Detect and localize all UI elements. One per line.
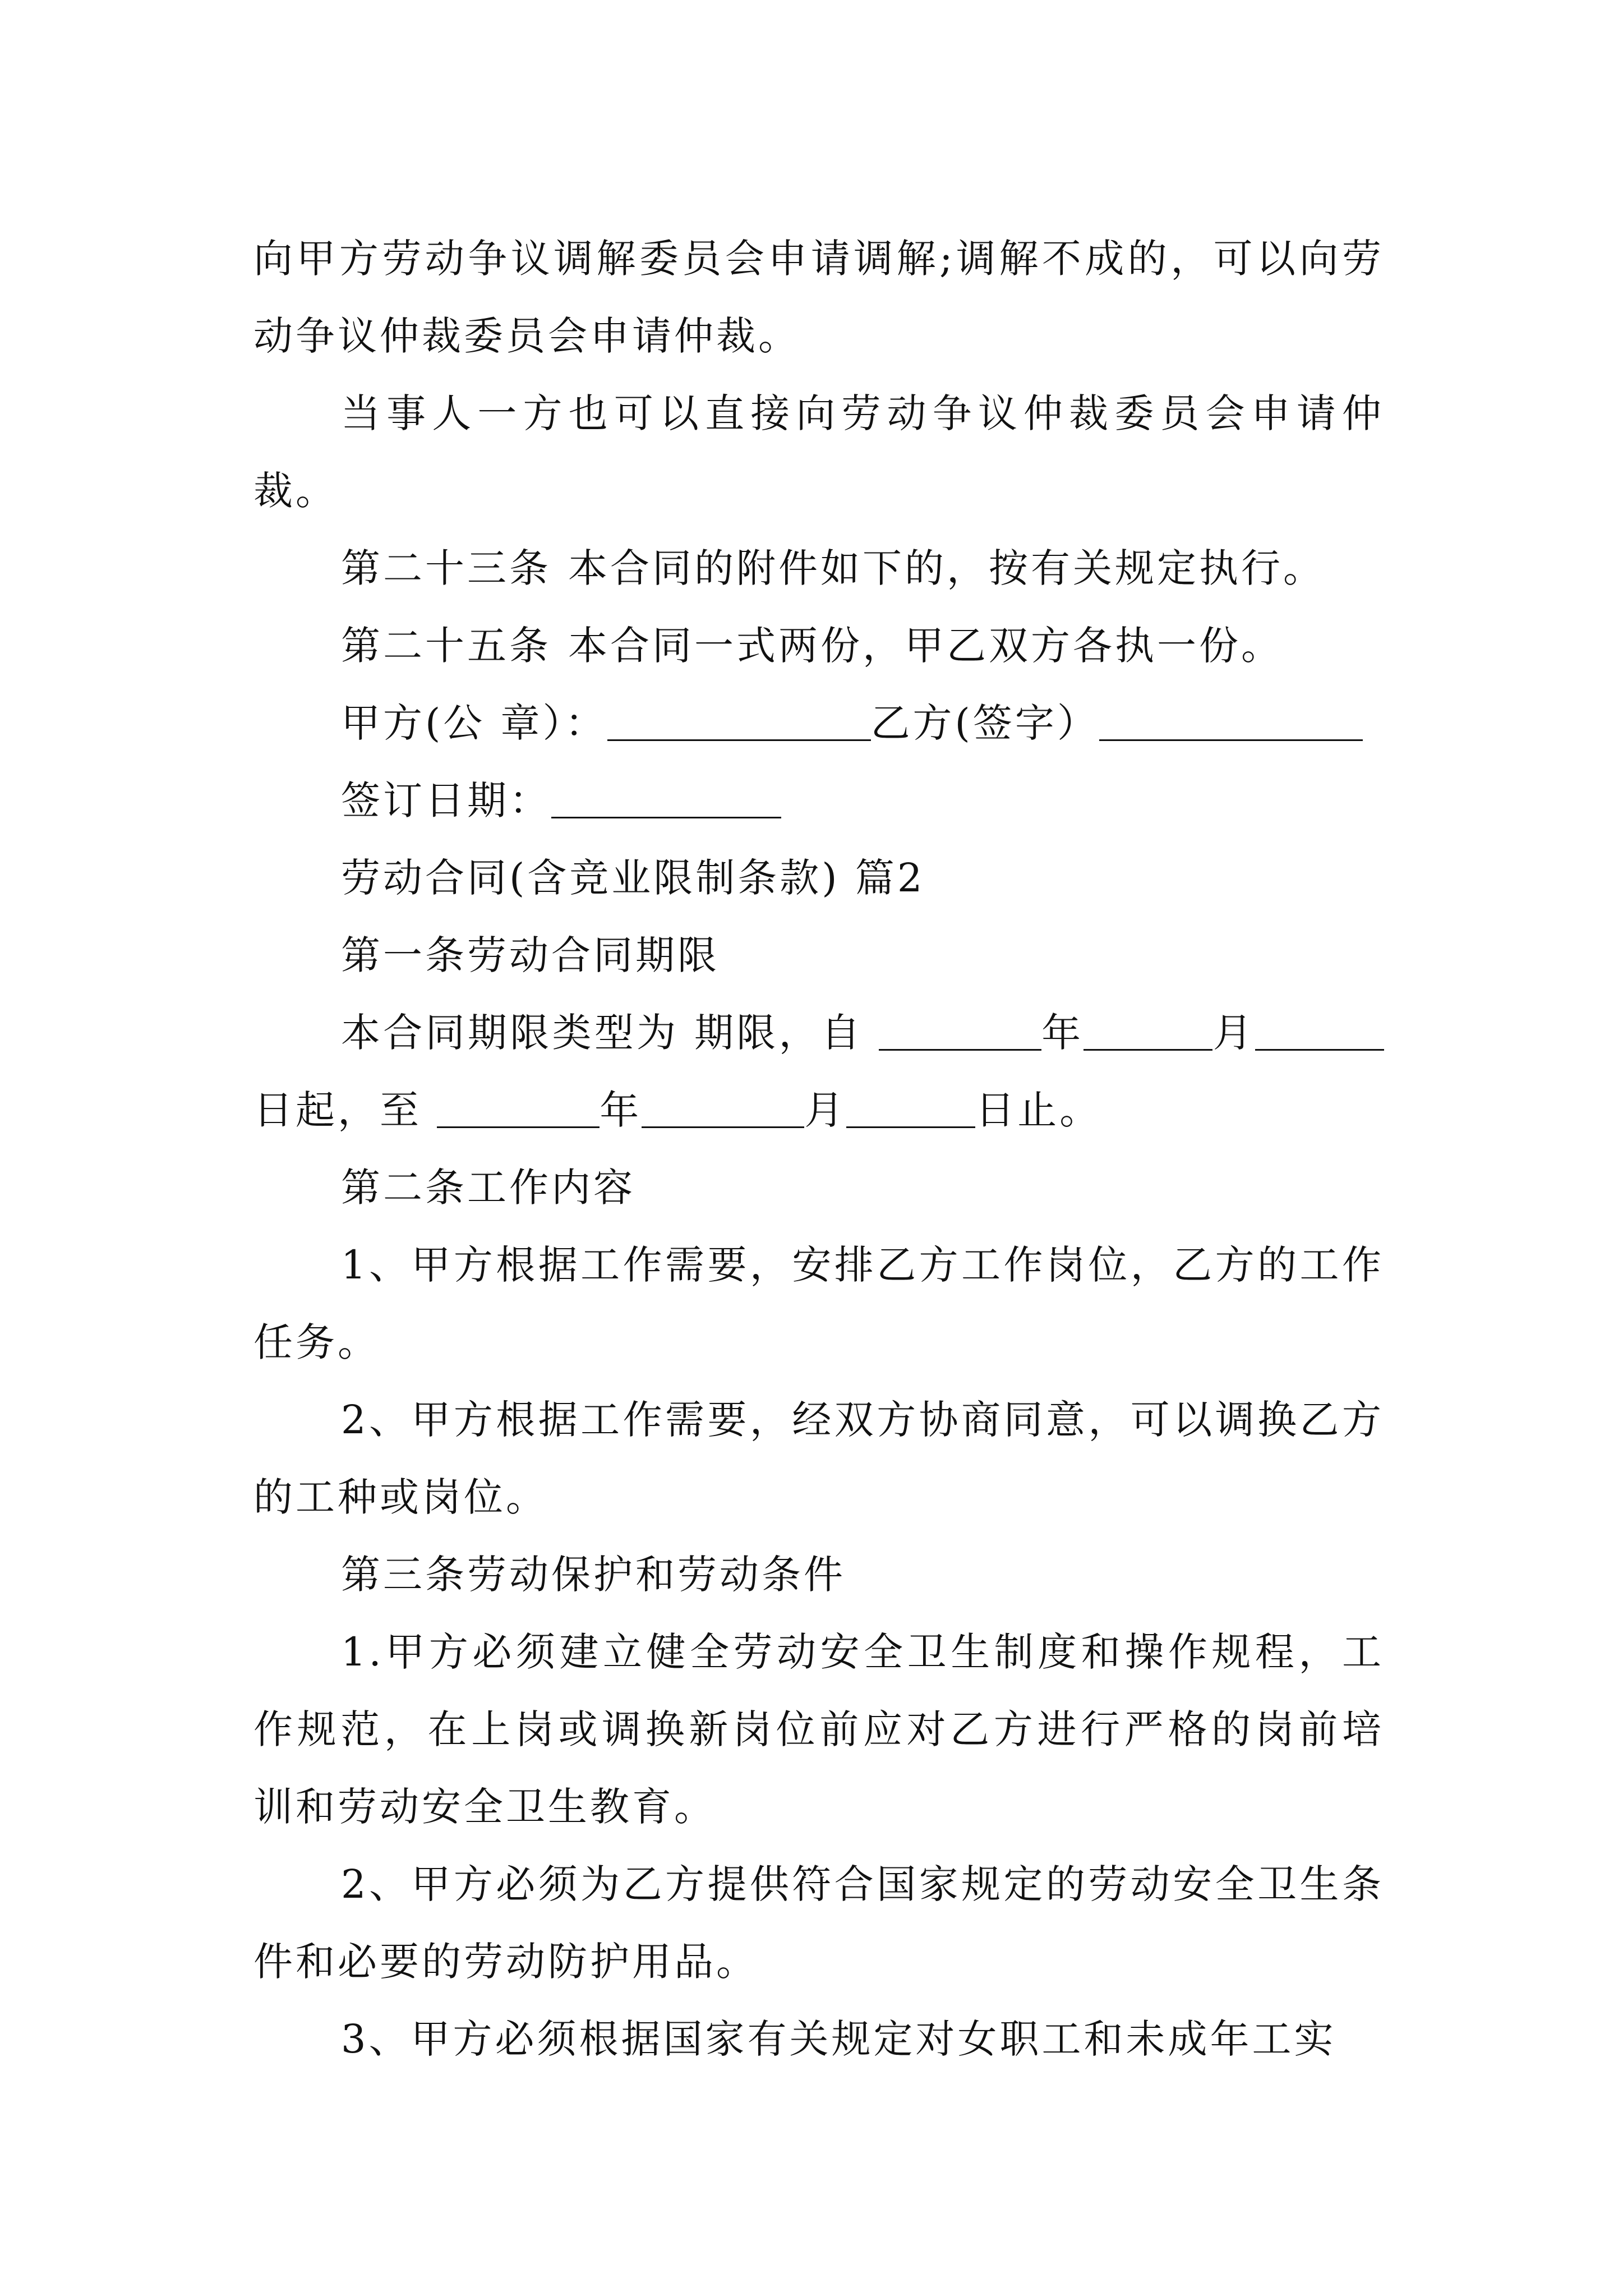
end-month-blank	[642, 1086, 804, 1128]
party-b-sign-blank	[1099, 699, 1363, 741]
section-heading-2: 劳动合同(含竞业限制条款) 篇2	[341, 855, 925, 901]
clause-25-text: 本合同一式两份，甲乙双方各执一份。	[568, 623, 1283, 669]
article-3-item-2: 2、甲方必须为乙方提供符合国家规定的劳动安全卫生条件和必要的劳动防护用品。	[253, 1861, 1384, 1985]
article-1-title: 第一条劳动合同期限	[341, 932, 720, 978]
unit-month: 月	[804, 1087, 847, 1133]
unit-month: 月	[1212, 1010, 1255, 1056]
article-3-item-1: 1.甲方必须建立健全劳动安全卫生制度和操作规程，工作规范，在上岗或调换新岗位前应对乙方进行严格的岗前培训和劳动安全卫生教育。	[253, 1629, 1384, 1830]
signature-line	[253, 684, 1384, 762]
article-2-item-1: 1、甲方根据工作需要，安排乙方工作岗位，乙方的工作任务。	[253, 1242, 1384, 1365]
end-year-blank	[437, 1086, 600, 1128]
end-day-blank	[846, 1086, 975, 1128]
start-month-blank	[1083, 1009, 1212, 1051]
start-day-blank	[1255, 1009, 1384, 1051]
article-3-item-3: 3、甲方必须根据国家有关规定对女职工和未成年工实	[341, 2016, 1336, 2062]
party-b-sign-label: 乙方(签字）	[870, 700, 1099, 746]
sign-date-blank	[551, 776, 781, 818]
start-year-blank	[879, 1009, 1041, 1051]
clause-23-label: 第二十三条	[341, 545, 551, 591]
sign-date-line	[253, 762, 1384, 839]
unit-year: 年	[600, 1087, 642, 1133]
clause-23-text: 本合同的附件如下的，按有关规定执行。	[568, 545, 1325, 591]
article-1-term	[253, 994, 1384, 1149]
clause-25	[253, 607, 1384, 684]
article-2-item-2: 2、甲方根据工作需要，经双方协商同意，可以调换乙方的工种或岗位。	[253, 1397, 1384, 1520]
term-intro: 本合同期限类型为 期限，自	[341, 1010, 879, 1056]
article-2-title: 第二条工作内容	[341, 1165, 635, 1211]
clause-23	[253, 530, 1384, 607]
paragraph-direct-arbitration: 当事人一方也可以直接向劳动争议仲裁委员会申请仲裁。	[253, 390, 1384, 514]
term-end: 日止。	[975, 1087, 1102, 1133]
article-3-title: 第三条劳动保护和劳动条件	[341, 1552, 846, 1598]
paragraph-mediation: 向甲方劳动争议调解委员会申请调解;调解不成的，可以向劳动争议仲裁委员会申请仲裁。	[253, 236, 1384, 359]
term-middle: 日起，至	[253, 1087, 437, 1133]
sign-date-label: 签订日期：	[341, 777, 551, 823]
party-a-seal-label: 甲方(公 章）：	[341, 700, 607, 746]
party-a-seal-blank	[607, 699, 871, 741]
clause-25-label: 第二十五条	[341, 623, 551, 669]
unit-year: 年	[1041, 1010, 1084, 1056]
document-body	[253, 220, 1384, 2078]
